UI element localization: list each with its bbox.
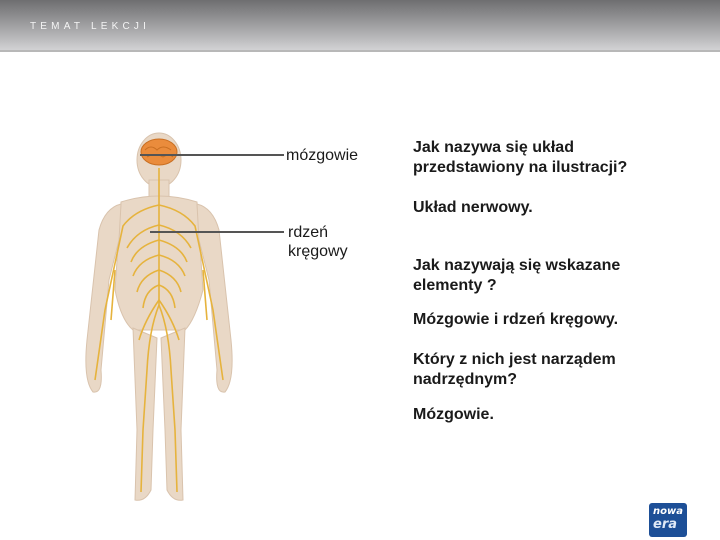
brain-pointer-line — [140, 154, 284, 156]
brain-icon — [141, 139, 177, 165]
answer-1: Układ nerwowy. — [413, 199, 533, 216]
section-title: TEMAT LEKCJI — [30, 21, 151, 32]
logo-text-era: era — [653, 517, 678, 532]
answer-3: Mózgowie. — [413, 406, 494, 423]
nervous-system-illustration — [75, 130, 245, 510]
brain-label: mózgowie — [286, 147, 359, 164]
answer-2: Mózgowie i rdzeń kręgowy. — [413, 311, 619, 328]
question-1: Jak nazywa się układ przedstawiony na ilustracji? — [413, 139, 628, 176]
question-3: Który z nich jest narządem nadrzędnym? — [413, 351, 616, 388]
logo-text-nowa: nowa — [653, 506, 683, 517]
spinal-cord-pointer-line — [150, 231, 284, 233]
nowa-era-logo — [649, 503, 687, 537]
header-bar — [0, 0, 720, 50]
question-2: Jak nazywają się wskazane elementy ? — [413, 257, 621, 294]
header-divider — [0, 50, 720, 52]
spinal-cord-label: rdzeń kręgowy — [288, 224, 348, 260]
